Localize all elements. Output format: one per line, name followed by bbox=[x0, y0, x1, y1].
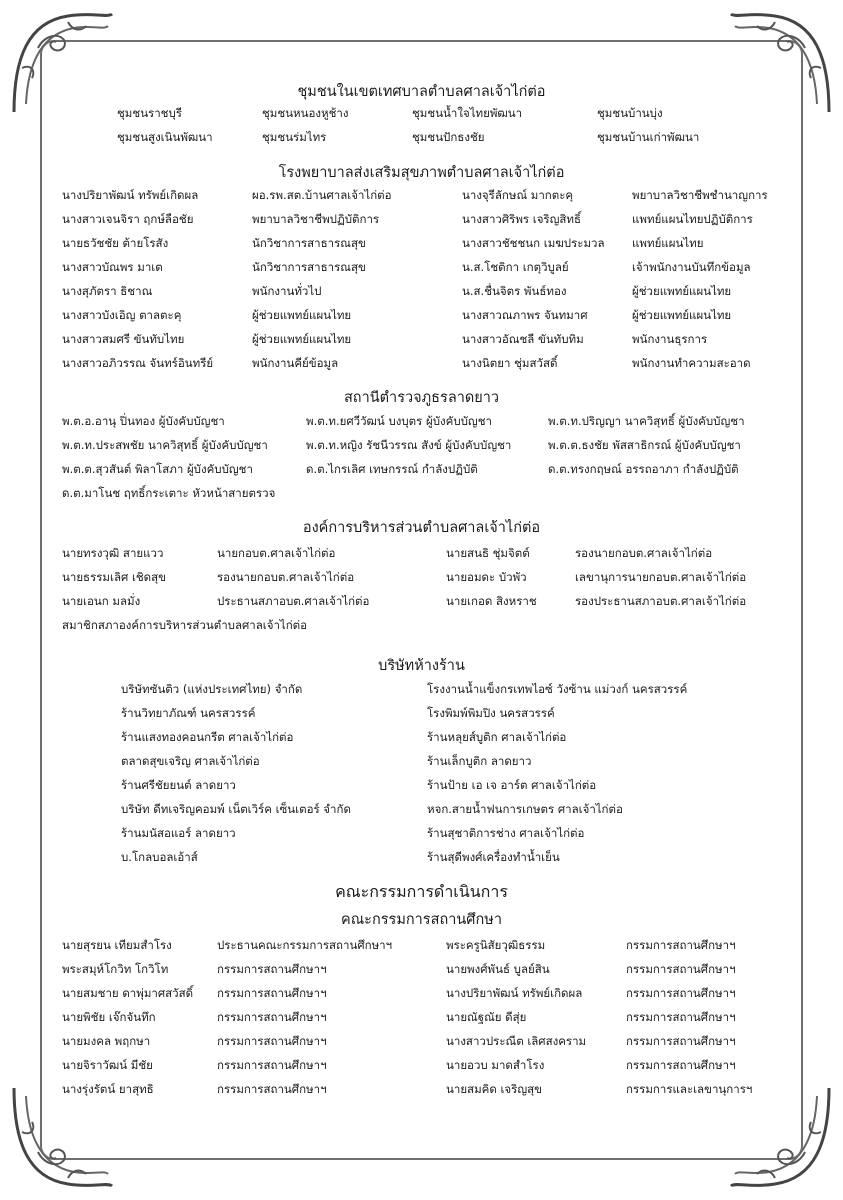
staff-name: นางสาวบังเอิญ ตาลตะคุ bbox=[62, 308, 182, 322]
committee-row bbox=[0, 1033, 843, 1057]
staff-name: นางสาวอภิวรรณ จันทร์อินทรีย์ bbox=[62, 356, 214, 370]
staff-position: พนักงานธุรการ bbox=[632, 332, 708, 346]
officer-entry: พ.ต.ต.สุวสันต์ พิลาโสภา ผู้บังคับบัญชา bbox=[62, 462, 253, 476]
police-row bbox=[0, 437, 843, 461]
staff-name: นางสาวสมศรี ขันทับไทย bbox=[62, 332, 185, 346]
staff-position: พนักงานคีย์ข้อมูล bbox=[252, 356, 339, 370]
staff-position: นักวิชาการสาธารณสุข bbox=[252, 236, 366, 250]
staff-position: ผู้ช่วยแพทย์แผนไทย bbox=[252, 332, 352, 346]
member-role: กรรมการสถานศึกษาฯ bbox=[626, 962, 736, 976]
committee-row bbox=[0, 937, 843, 961]
member-name: นายพงศ์พันธ์ บูลย์สิน bbox=[446, 962, 550, 976]
member-role: กรรมการสถานศึกษาฯ bbox=[217, 1058, 327, 1072]
sao-council-members: สมาชิกสภาองค์การบริหารส่วนตำบลศาลเจ้าไก่ต่อ bbox=[62, 618, 308, 632]
member-role: กรรมการสถานศึกษาฯ bbox=[626, 938, 736, 952]
company-name: โรงพิมพ์พิมปิง นครสวรรค์ bbox=[427, 706, 555, 720]
member-role: กรรมการสถานศึกษาฯ bbox=[217, 1082, 327, 1096]
official-name: นายธรรมเลิศ เชิดสุข bbox=[62, 570, 167, 584]
member-name: นางสาวประณีต เลิศสงคราม bbox=[446, 1034, 587, 1048]
official-position: รองนายกอบต.ศาลเจ้าไก่ต่อ bbox=[217, 570, 355, 584]
official-position: เลขานุการนายกอบต.ศาลเจ้าไก่ต่อ bbox=[575, 570, 747, 584]
staff-position: พยาบาลวิชาชีพชำนาญการ bbox=[632, 188, 768, 202]
member-role: กรรมการสถานศึกษาฯ bbox=[626, 1034, 736, 1048]
member-name: นางปริยาพัฒน์ ทรัพย์เกิดผล bbox=[446, 986, 583, 1000]
company-row bbox=[0, 681, 843, 705]
officer-entry: ด.ต.ทรงกฤษณ์ อรรถอาภา กำลังปฏิบัติ bbox=[548, 462, 739, 476]
company-name: ร้านแสงทองคอนกรีต ศาลเจ้าไก่ต่อ bbox=[121, 730, 294, 744]
sao-row bbox=[0, 569, 843, 593]
staff-name: นางสาวเจนจิรา ฤกษ์ลือชัย bbox=[62, 212, 194, 226]
hospital-row bbox=[0, 307, 843, 331]
sao-row bbox=[0, 593, 843, 617]
official-name: นายเอนก มลมั่ง bbox=[62, 594, 141, 608]
hospital-row bbox=[0, 187, 843, 211]
committee-heading: คณะกรรมการดำเนินการ bbox=[335, 882, 508, 901]
member-role: กรรมการสถานศึกษาฯ bbox=[217, 962, 327, 976]
officer-entry: ด.ต.มาโนช ฤทธิ์กระเตาะ หัวหน้าสายตรวจ bbox=[62, 486, 276, 500]
member-name: นายสุรยน เทียมสำโรง bbox=[62, 938, 172, 952]
company-name: บ.โกลบอลเอ้าส์ bbox=[121, 850, 198, 864]
company-row bbox=[0, 705, 843, 729]
member-name: นายสมคิด เจริญสุข bbox=[446, 1082, 542, 1096]
company-name: ร้านมนัสอแอร์ ลาดยาว bbox=[121, 826, 236, 840]
community-name: ชุมชนบ้านบุ่ง bbox=[597, 106, 663, 120]
committee-subheading: คณะกรรมการสถานศึกษา bbox=[341, 912, 502, 928]
staff-position: พนักงานทั่วไป bbox=[252, 284, 322, 298]
member-role: กรรมการสถานศึกษาฯ bbox=[217, 986, 327, 1000]
hospital-heading: โรงพยาบาลส่งเสริมสุขภาพตำบลศาลเจ้าไก่ต่อ bbox=[278, 165, 565, 181]
member-role: กรรมการสถานศึกษาฯ bbox=[626, 1058, 736, 1072]
officer-entry: พ.ต.ท.ประสพชัย นาควิสุทธิ์ ผู้บังคับบัญชา bbox=[62, 438, 268, 452]
staff-position: ผู้ช่วยแพทย์แผนไทย bbox=[252, 308, 352, 322]
company-name: ร้านป้าย เอ เจ อาร์ต ศาลเจ้าไก่ต่อ bbox=[427, 778, 597, 792]
staff-name: นางสาวบัณพร มาเต bbox=[62, 260, 163, 274]
staff-name: นางปริยาพัฒน์ ทรัพย์เกิดผล bbox=[62, 188, 199, 202]
committee-row bbox=[0, 985, 843, 1009]
staff-name: นายธวัชชัย ต้ายโรสัง bbox=[62, 236, 169, 250]
company-row bbox=[0, 849, 843, 873]
company-row bbox=[0, 801, 843, 825]
company-name: ร้านสุชาติการช่าง ศาลเจ้าไก่ต่อ bbox=[427, 826, 585, 840]
official-name: นายอมดะ บัวพัว bbox=[446, 570, 527, 584]
staff-name: นางสุภัตรา ธิชาณ bbox=[62, 284, 153, 298]
member-name: พระครูนิสัยวุฒิธรรม bbox=[446, 938, 546, 952]
staff-position: ผู้ช่วยแพทย์แผนไทย bbox=[632, 284, 732, 298]
community-name: ชุมชนราชบุรี bbox=[117, 106, 182, 120]
sao-row bbox=[0, 545, 843, 569]
staff-position: พยาบาลวิชาชีพปฏิบัติการ bbox=[252, 212, 380, 226]
company-name: โรงงานน้ำแข็งกรเทพไอซ์ วังซ้าน แม่วงก์ นครสวรรค์ bbox=[427, 682, 688, 696]
company-name: บริษัทซันติว (แห่งประเทศไทย) จำกัด bbox=[121, 682, 303, 696]
hospital-row bbox=[0, 331, 843, 355]
staff-name: นางสาวอัณชลี ขันทับทิม bbox=[462, 332, 584, 346]
committee-row bbox=[0, 1081, 843, 1105]
committee-row bbox=[0, 1057, 843, 1081]
official-name: นายทรงวุฒิ สายแวว bbox=[62, 546, 164, 560]
member-name: นายพิชัย เจ๊กจันทึก bbox=[62, 1010, 156, 1024]
company-row bbox=[0, 777, 843, 801]
staff-position: แพทย์แผนไทย bbox=[632, 236, 704, 250]
sao-footer-row bbox=[0, 617, 843, 641]
member-name: นายสมชาย ดาพุ่มาศสวัสดิ์ bbox=[62, 986, 194, 1000]
hospital-row bbox=[0, 259, 843, 283]
member-name: นายณัฐณัย ดีสุ่ย bbox=[446, 1010, 527, 1024]
hospital-row bbox=[0, 211, 843, 235]
police-heading: สถานีตำรวจภูธรลาดยาว bbox=[343, 390, 500, 406]
company-name: ร้านหลุยส์บูติก ศาลเจ้าไก่ต่อ bbox=[427, 730, 567, 744]
company-row bbox=[0, 729, 843, 753]
member-name: นายมงคล พฤกษา bbox=[62, 1034, 151, 1048]
staff-position: ผอ.รพ.สต.บ้านศาลเจ้าไก่ต่อ bbox=[252, 188, 392, 202]
community-row bbox=[0, 129, 843, 153]
police-row bbox=[0, 485, 843, 509]
committee-row bbox=[0, 1009, 843, 1033]
staff-position: แพทย์แผนไทยปฏิบัติการ bbox=[632, 212, 753, 226]
officer-entry: ด.ต.ไกรเลิศ เทษกรรณ์ กำลังปฏิบัติ bbox=[306, 462, 478, 476]
company-name: ร้านสุดีพงศ์เครื่องทำน้ำเย็น bbox=[427, 850, 560, 864]
hospital-row bbox=[0, 283, 843, 307]
officer-entry: พ.ต.ท.หญิง รัชนีวรรณ สังข์ ผู้บังคับบัญชา bbox=[306, 438, 512, 452]
company-name: บริษัท ดีทเจริญคอมพ์ เน็ตเวิร์ค เซ็นเตอร์ จำกัด bbox=[121, 802, 351, 816]
official-name: นายสนธิ ชุ่มจิตต์ bbox=[446, 546, 530, 560]
staff-name: นางสาวศิริพร เจริญสิทธิ์ bbox=[462, 212, 582, 226]
hospital-row bbox=[0, 235, 843, 259]
member-name: นายจิราวัฒน์ มีชัย bbox=[62, 1058, 153, 1072]
committee-row bbox=[0, 961, 843, 985]
staff-name: นางจุรีลักษณ์ มากตะคุ bbox=[462, 188, 574, 202]
staff-position: พนักงานทำความสะอาด bbox=[632, 356, 751, 370]
community-name: ชุมชนร่มไทร bbox=[262, 130, 327, 144]
officer-entry: พ.ต.ท.ยศวีวัฒน์ บงบุตร ผู้บังคับบัญชา bbox=[306, 414, 492, 428]
staff-name: นางสาวณภาพร จันทมาศ bbox=[462, 308, 588, 322]
community-row bbox=[0, 105, 843, 129]
company-name: ร้านเล็กบูติก ลาดยาว bbox=[427, 754, 532, 768]
hospital-row bbox=[0, 355, 843, 379]
police-row bbox=[0, 413, 843, 437]
staff-name: น.ส.โชติกา เกตุวิบูลย์ bbox=[462, 260, 569, 274]
company-row bbox=[0, 753, 843, 777]
member-role: กรรมการสถานศึกษาฯ bbox=[626, 1010, 736, 1024]
officer-entry: พ.ต.ท.ปริญญา นาควิสุทธิ์ ผู้บังคับบัญชา bbox=[548, 414, 745, 428]
staff-position: เจ้าพนักงานบันทึกข้อมูล bbox=[632, 260, 751, 274]
official-position: นายกอบต.ศาลเจ้าไก่ต่อ bbox=[217, 546, 336, 560]
community-name: ชุมชนปักธงชัย bbox=[412, 130, 485, 144]
officer-entry: พ.ต.อ.อานุ ปิ่นทอง ผู้บังคับบัญชา bbox=[62, 414, 225, 428]
staff-name: นางสาวชัชชนก เมฆประมวล bbox=[462, 236, 605, 250]
company-name: ร้านศรีชัยยนต์ ลาดยาว bbox=[121, 778, 236, 792]
official-position: ประธานสภาอบต.ศาลเจ้าไก่ต่อ bbox=[217, 594, 370, 608]
companies-heading: บริษัทห้างร้าน bbox=[378, 658, 465, 674]
official-name: นายเกอด สิงหราช bbox=[446, 594, 537, 608]
company-row bbox=[0, 825, 843, 849]
member-role: กรรมการและเลขานุการฯ bbox=[626, 1082, 753, 1096]
community-name: ชุมชนสูงเนินพัฒนา bbox=[117, 130, 213, 144]
member-role: กรรมการสถานศึกษาฯ bbox=[217, 1034, 327, 1048]
community-heading: ชุมชนในเขตเทศบาลตำบลศาลเจ้าไก่ต่อ bbox=[297, 84, 546, 100]
company-name: ตลาดสุขเจริญ ศาลเจ้าไก่ต่อ bbox=[121, 754, 260, 768]
community-name: ชุมชนน้ำใจไทยพัฒนา bbox=[412, 106, 523, 120]
staff-position: นักวิชาการสาธารณสุข bbox=[252, 260, 366, 274]
community-name: ชุมชนบ้านเก่าพัฒนา bbox=[597, 130, 700, 144]
company-name: หจก.สายน้ำฟนการเกษตร ศาลเจ้าไก่ต่อ bbox=[427, 802, 623, 816]
official-position: รองประธานสภาอบต.ศาลเจ้าไก่ต่อ bbox=[575, 594, 747, 608]
community-name: ชุมชนหนองหูช้าง bbox=[262, 106, 349, 120]
member-name: พระสมุห์โกวิท โกวิโท bbox=[62, 962, 169, 976]
staff-name: น.ส.ชื่นจิตร พันธ์ทอง bbox=[462, 284, 567, 298]
member-role: กรรมการสถานศึกษาฯ bbox=[217, 1010, 327, 1024]
sao-heading: องค์การบริหารส่วนตำบลศาลเจ้าไก่ต่อ bbox=[302, 520, 541, 536]
member-role: ประธานคณะกรรมการสถานศึกษาฯ bbox=[217, 938, 393, 952]
officer-entry: พ.ต.ต.ธงชัย พัสสาธิกรณ์ ผู้บังคับบัญชา bbox=[548, 438, 741, 452]
staff-position: ผู้ช่วยแพทย์แผนไทย bbox=[632, 308, 732, 322]
company-name: ร้านวิทยาภัณฑ์ นครสวรรค์ bbox=[121, 706, 256, 720]
police-row bbox=[0, 461, 843, 485]
staff-name: นางนิตยา ชุ่มสวัสดิ์ bbox=[462, 356, 558, 370]
member-name: นางรุ่งรัตน์ ยาสุทธิ bbox=[62, 1082, 154, 1096]
member-name: นายอวบ มาดสำโรง bbox=[446, 1058, 545, 1072]
member-role: กรรมการสถานศึกษาฯ bbox=[626, 986, 736, 1000]
official-position: รองนายกอบต.ศาลเจ้าไก่ต่อ bbox=[575, 546, 713, 560]
